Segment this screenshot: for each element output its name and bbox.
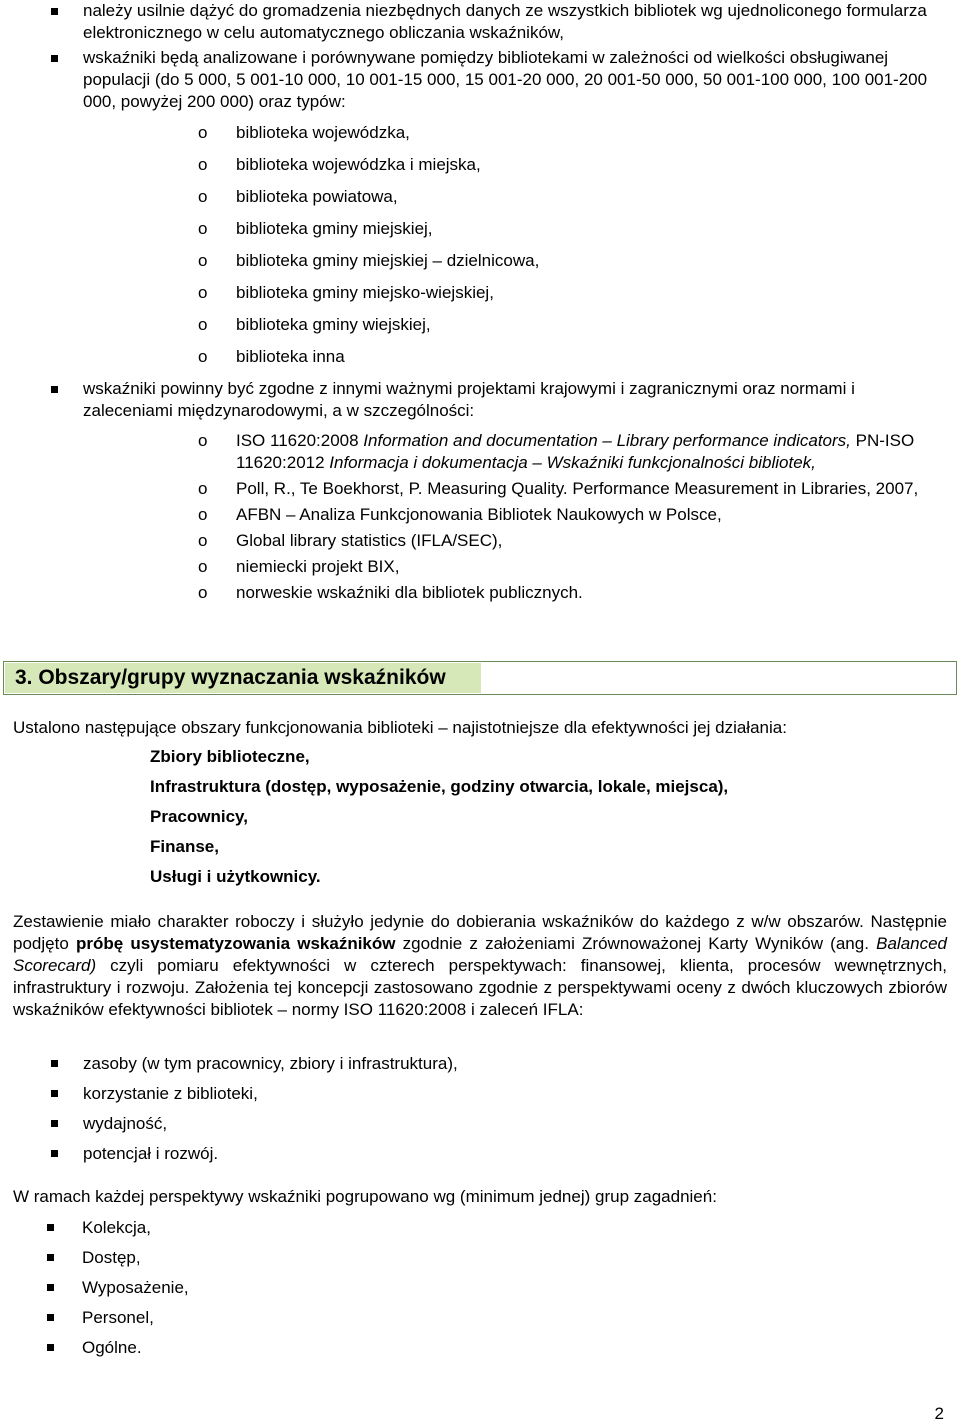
- list-item: [83, 430, 940, 474]
- list-item-text: norweskie wskaźniki dla bibliotek publicznych.: [236, 583, 583, 602]
- perspectives-list: [0, 1052, 940, 1172]
- list-item: [83, 556, 940, 578]
- list-item: [83, 218, 940, 250]
- list-item-text: biblioteka wojewódzka i miejska,: [236, 155, 481, 174]
- requirements-list: [0, 0, 940, 608]
- list-item-text: niemiecki projekt BIX,: [236, 557, 400, 576]
- list-item: [83, 582, 940, 604]
- list-item: Dostęp,: [0, 1246, 940, 1276]
- list-item-text: biblioteka gminy miejskiej,: [236, 219, 433, 238]
- paragraph-bold-text: próbę usystematyzowania wskaźników: [75, 934, 396, 953]
- iso-title-en: Information and documentation – Library performance indicators,: [363, 431, 851, 450]
- pn-iso-title-pl: Informacja i dokumentacja – Wskaźniki funkcjonalności bibliotek,: [329, 453, 816, 472]
- paragraph-text: czyli pomiaru efektywności w czterech perspektywach: finansowej, klienta, procesów wewnętrznych, infrastruktury i rozwoju. Założenia tej koncepcji zastosowano zgodnie z perspektywami oceny z dwóch kluczowych zbiorów wskaźników efektywności bibliotek – normy ISO 11620:2008 i zaleceń IFLA:: [13, 956, 947, 1019]
- list-item: [83, 504, 940, 526]
- list-item: Pracownicy,: [150, 807, 248, 826]
- list-item-text: AFBN – Analiza Funkcjonowania Bibliotek Naukowych w Polsce,: [236, 505, 722, 524]
- intro-paragraph: Ustalono następujące obszary funkcjonowania biblioteki – najistotniejsze dla efektywności jej działania:: [13, 718, 787, 737]
- list-item-text: należy usilnie dążyć do gromadzenia niezbędnych danych ze wszystkich bibliotek wg ujednoliconego formularza elektronicznego w celu automatycznego obliczania wskaźników,: [83, 1, 927, 42]
- list-item-text: biblioteka powiatowa,: [236, 187, 398, 206]
- circle-bullet: o: [198, 283, 208, 302]
- list-item: potencjał i rozwój.: [0, 1142, 940, 1172]
- list-item: [83, 282, 940, 314]
- paragraph-text: zgodnie z założeniami Zrównoważonej Karty Wyników (ang.: [395, 934, 877, 953]
- scorecard-paragraph: [13, 911, 947, 1021]
- circle-bullet: o: [198, 531, 208, 550]
- list-item: [83, 478, 940, 500]
- list-item: zasoby (w tym pracownicy, zbiory i infrastruktura),: [0, 1052, 940, 1082]
- circle-bullet: o: [198, 583, 208, 602]
- pn-iso-text: PN-ISO 11620:2012: [236, 431, 915, 472]
- list-item-text: wskaźniki będą analizowane i porównywane pomiędzy bibliotekami w zależności od wielkości obsługiwanej populacji (do 5 000, 5 001-10 000, 10 001-15 000, 15 001-20 000, 20 001-50 000, 50 001-100 000, 100 001-200 000, powyżej 200 000) oraz typów:: [83, 48, 928, 111]
- list-item-text: wskaźniki powinny być zgodne z innymi ważnymi projektami krajowymi i zagranicznymi oraz normami i zaleceniami międzynarodowymi, a w szczególności:: [83, 379, 855, 420]
- list-item-text: biblioteka inna: [236, 347, 345, 366]
- library-types-list: [83, 122, 940, 378]
- list-item: Wyposażenie,: [0, 1276, 940, 1306]
- circle-bullet: o: [198, 187, 208, 206]
- list-item: Zbiory biblioteczne,: [150, 747, 310, 766]
- groups-list: [0, 1216, 940, 1366]
- list-item-text: Global library statistics (IFLA/SEC),: [236, 531, 503, 550]
- list-item: [83, 186, 940, 218]
- list-item: Personel,: [0, 1306, 940, 1336]
- list-item: korzystanie z biblioteki,: [0, 1082, 940, 1112]
- list-item: [83, 314, 940, 346]
- list-item: [83, 250, 940, 282]
- circle-bullet: o: [198, 251, 208, 270]
- paragraph-italic-text: Balanced Scorecard): [13, 934, 948, 975]
- list-item: [0, 378, 940, 604]
- list-item: [83, 346, 940, 378]
- list-item-text: Poll, R., Te Boekhorst, P. Measuring Quality. Performance Measurement in Libraries, 2007,: [236, 479, 919, 498]
- groups-paragraph: W ramach każdej perspektywy wskaźniki pogrupowano wg (minimum jednej) grup zagadnień:: [13, 1187, 717, 1206]
- list-item-text: biblioteka gminy miejsko-wiejskiej,: [236, 283, 494, 302]
- circle-bullet: o: [198, 479, 208, 498]
- circle-bullet: o: [198, 347, 208, 366]
- circle-bullet: o: [198, 123, 208, 142]
- list-item: Usługi i użytkownicy.: [150, 867, 321, 886]
- circle-bullet: o: [198, 219, 208, 238]
- page-number: 2: [934, 1404, 944, 1423]
- areas-list: [150, 745, 728, 895]
- circle-bullet: o: [198, 155, 208, 174]
- list-item-text: biblioteka wojewódzka,: [236, 123, 410, 142]
- list-item-text: biblioteka gminy miejskiej – dzielnicowa,: [236, 251, 540, 270]
- list-item: Ogólne.: [0, 1336, 940, 1366]
- list-item: wydajność,: [0, 1112, 940, 1142]
- list-item: Finanse,: [150, 837, 219, 856]
- circle-bullet: o: [198, 431, 208, 450]
- standards-list: [83, 430, 940, 604]
- section-heading-box: [3, 661, 957, 695]
- list-item: [0, 47, 940, 378]
- section-heading: 3. Obszary/grupy wyznaczania wskaźników: [15, 666, 446, 689]
- list-item: [83, 122, 940, 154]
- list-item-text: biblioteka gminy wiejskiej,: [236, 315, 431, 334]
- list-item: [83, 154, 940, 186]
- circle-bullet: o: [198, 557, 208, 576]
- circle-bullet: o: [198, 315, 208, 334]
- list-item: [0, 0, 940, 44]
- paragraph-text: Zestawienie miało charakter roboczy i służyło jedynie do dobierania wskaźników do każdego z w/w obszarów. Następnie podjęto: [13, 912, 947, 953]
- list-item: [83, 530, 940, 552]
- circle-bullet: o: [198, 505, 208, 524]
- list-item: Kolekcja,: [0, 1216, 940, 1246]
- list-item: Infrastruktura (dostęp, wyposażenie, godziny otwarcia, lokale, miejsca),: [150, 777, 729, 796]
- iso-text: ISO 11620:2008: [236, 431, 364, 450]
